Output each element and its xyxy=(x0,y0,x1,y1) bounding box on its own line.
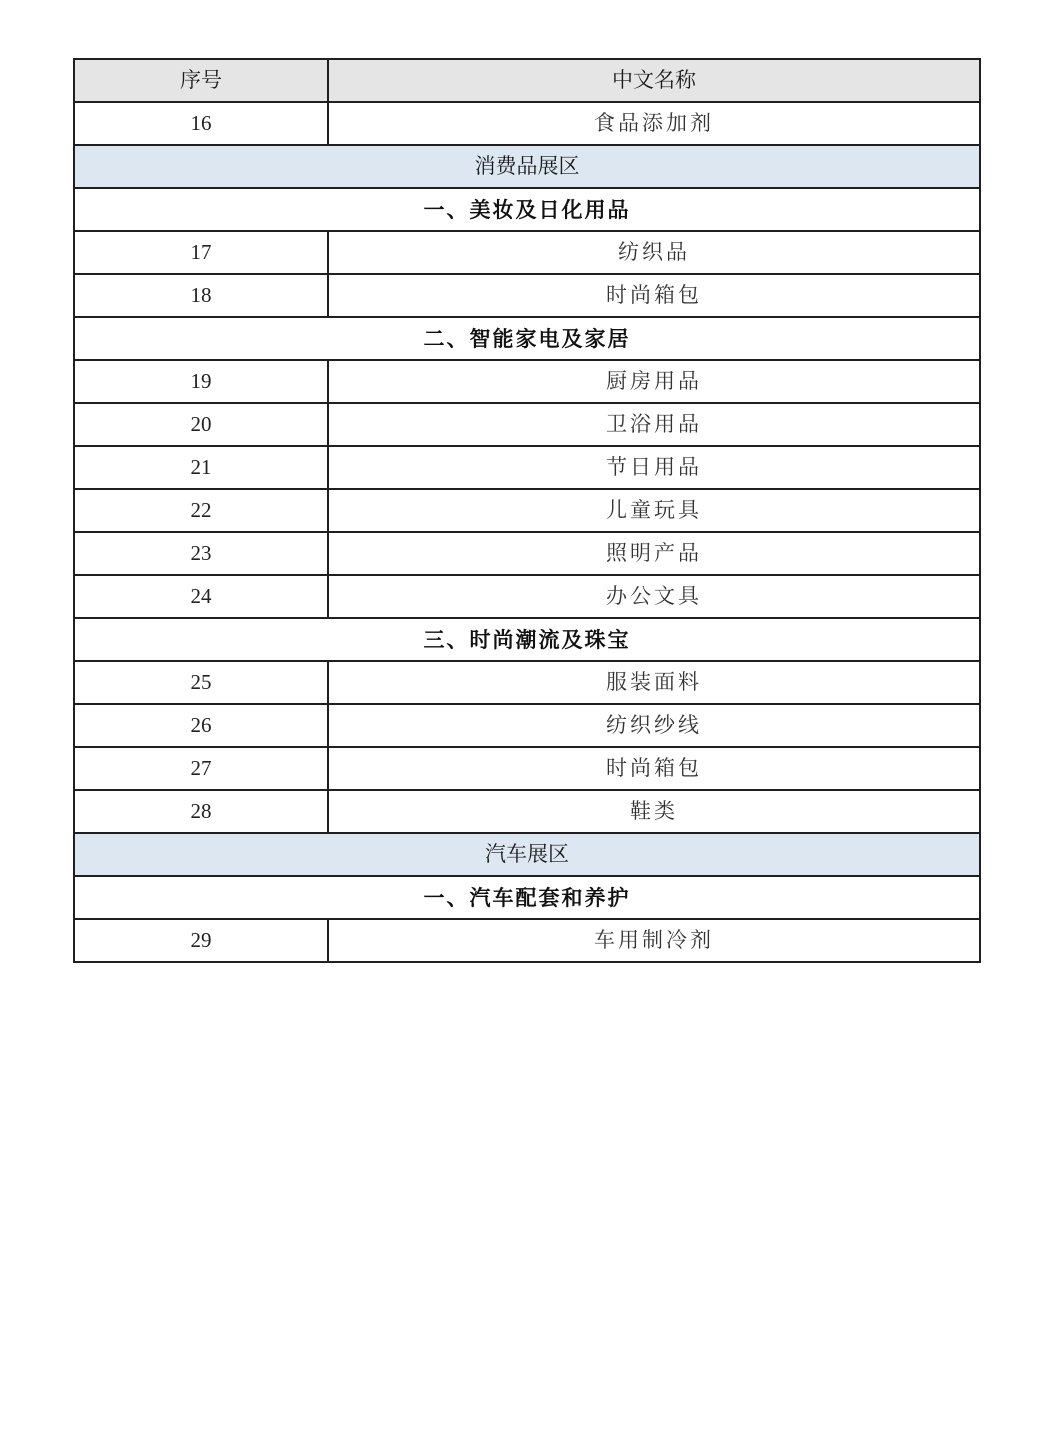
table-row xyxy=(74,231,980,274)
item-name: 车用制冷剂 xyxy=(328,919,980,962)
table-row xyxy=(74,704,980,747)
product-category-table xyxy=(73,58,981,963)
category-title: 三、时尚潮流及珠宝 xyxy=(74,618,980,661)
table-header-row xyxy=(74,59,980,102)
zone-row xyxy=(74,833,980,876)
item-number: 28 xyxy=(74,790,328,833)
table-row xyxy=(74,102,980,145)
item-name: 卫浴用品 xyxy=(328,403,980,446)
item-number: 26 xyxy=(74,704,328,747)
item-number: 18 xyxy=(74,274,328,317)
category-title: 二、智能家电及家居 xyxy=(74,317,980,360)
item-name: 儿童玩具 xyxy=(328,489,980,532)
table-body xyxy=(74,102,980,962)
item-name: 纺织品 xyxy=(328,231,980,274)
item-number: 23 xyxy=(74,532,328,575)
item-name: 服装面料 xyxy=(328,661,980,704)
category-title: 一、美妆及日化用品 xyxy=(74,188,980,231)
category-row xyxy=(74,618,980,661)
item-name: 时尚箱包 xyxy=(328,274,980,317)
item-name: 办公文具 xyxy=(328,575,980,618)
item-number: 17 xyxy=(74,231,328,274)
item-number: 16 xyxy=(74,102,328,145)
item-number: 29 xyxy=(74,919,328,962)
item-number: 27 xyxy=(74,747,328,790)
table-row xyxy=(74,919,980,962)
category-row xyxy=(74,188,980,231)
table-row xyxy=(74,661,980,704)
zone-title: 汽车展区 xyxy=(74,833,980,876)
table-row xyxy=(74,747,980,790)
column-header-number: 序号 xyxy=(74,59,328,102)
item-number: 19 xyxy=(74,360,328,403)
table-row xyxy=(74,790,980,833)
item-name: 节日用品 xyxy=(328,446,980,489)
item-name: 纺织纱线 xyxy=(328,704,980,747)
item-number: 20 xyxy=(74,403,328,446)
item-number: 21 xyxy=(74,446,328,489)
table-row xyxy=(74,403,980,446)
item-name: 鞋类 xyxy=(328,790,980,833)
item-number: 22 xyxy=(74,489,328,532)
table-row xyxy=(74,274,980,317)
zone-title: 消费品展区 xyxy=(74,145,980,188)
category-title: 一、汽车配套和养护 xyxy=(74,876,980,919)
table-row xyxy=(74,489,980,532)
table-row xyxy=(74,532,980,575)
item-name: 厨房用品 xyxy=(328,360,980,403)
table-row xyxy=(74,575,980,618)
item-number: 25 xyxy=(74,661,328,704)
category-row xyxy=(74,317,980,360)
item-name: 照明产品 xyxy=(328,532,980,575)
table-row xyxy=(74,446,980,489)
item-name: 时尚箱包 xyxy=(328,747,980,790)
column-header-name: 中文名称 xyxy=(328,59,980,102)
item-number: 24 xyxy=(74,575,328,618)
category-row xyxy=(74,876,980,919)
zone-row xyxy=(74,145,980,188)
item-name: 食品添加剂 xyxy=(328,102,980,145)
table-row xyxy=(74,360,980,403)
